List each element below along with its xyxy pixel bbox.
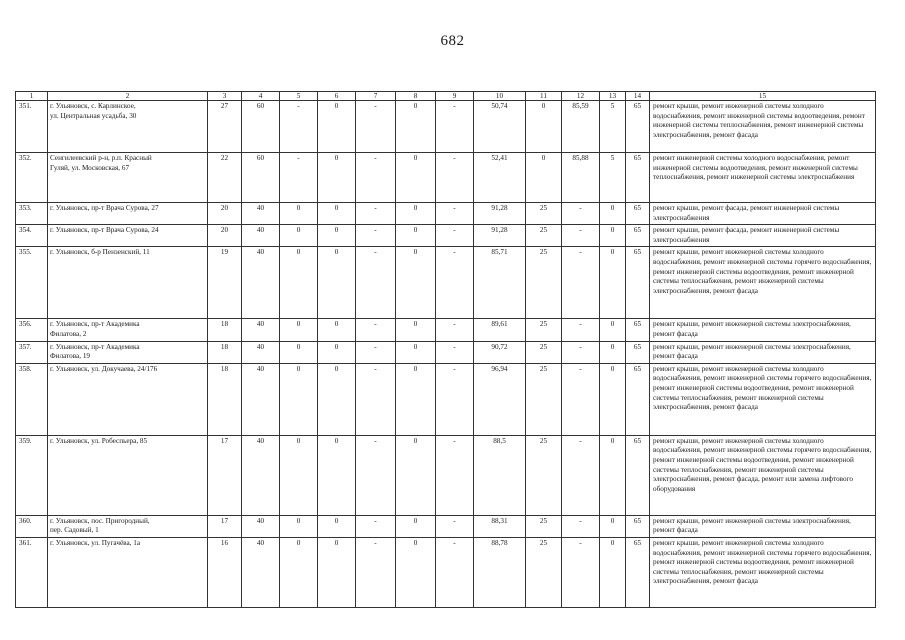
works-cell: ремонт крыши, ремонт инженерной системы холодного водоснабжения, ремонт инженерной системы водоотведения, ремонт инженерной системы теплоснабжения, ремонт инженерной системы электроснабжения, ремонт фасада	[650, 101, 876, 153]
column-header: 9	[436, 92, 474, 101]
value-cell: 40	[242, 537, 280, 607]
value-cell: 25	[526, 247, 562, 319]
value-cell: -	[356, 435, 396, 515]
value-cell: 0	[600, 363, 626, 435]
table-row	[16, 153, 876, 203]
value-cell: 85,88	[562, 153, 600, 203]
value-cell: 90,72	[474, 341, 526, 363]
table-row	[16, 203, 876, 225]
value-cell: 0	[396, 515, 436, 537]
value-cell: 65	[626, 515, 650, 537]
value-cell: 20	[208, 225, 242, 247]
value-cell: 0	[396, 101, 436, 153]
value-cell: -	[436, 341, 474, 363]
value-cell: 0	[600, 435, 626, 515]
value-cell: 91,28	[474, 203, 526, 225]
value-cell: 5	[600, 153, 626, 203]
value-cell: -	[280, 101, 318, 153]
value-cell: -	[356, 363, 396, 435]
value-cell: -	[436, 537, 474, 607]
column-header: 4	[242, 92, 280, 101]
address-cell: г. Ульяновск, пр-т Академика Филатова, 19	[48, 341, 208, 363]
row-number-cell: 352.	[16, 153, 48, 203]
value-cell: -	[356, 203, 396, 225]
address-cell: г. Ульяновск, пос. Пригородный, пер. Садовый, 1	[48, 515, 208, 537]
value-cell: 0	[318, 341, 356, 363]
value-cell: 0	[318, 363, 356, 435]
value-cell: 40	[242, 363, 280, 435]
value-cell: -	[562, 203, 600, 225]
value-cell: 22	[208, 153, 242, 203]
works-cell: ремонт крыши, ремонт инженерной системы холодного водоснабжения, ремонт инженерной системы горячего водоснабжения, ремонт инженерной системы водоотведения, ремонт инженерной системы теплоснабжения, ремонт инженерной системы электроснабжения, ремонт фасада, ремонт или замена лифтового оборудования	[650, 435, 876, 515]
row-number-cell: 360.	[16, 515, 48, 537]
value-cell: 0	[280, 203, 318, 225]
value-cell: 0	[396, 247, 436, 319]
value-cell: 0	[600, 319, 626, 341]
value-cell: 17	[208, 515, 242, 537]
address-cell: г. Ульяновск, б-р Пензенский, 11	[48, 247, 208, 319]
column-header: 6	[318, 92, 356, 101]
value-cell: 0	[318, 537, 356, 607]
value-cell: 27	[208, 101, 242, 153]
value-cell: -	[436, 153, 474, 203]
value-cell: 40	[242, 203, 280, 225]
value-cell: -	[436, 225, 474, 247]
value-cell: 0	[526, 101, 562, 153]
column-header: 5	[280, 92, 318, 101]
value-cell: 65	[626, 537, 650, 607]
value-cell: -	[436, 319, 474, 341]
value-cell: 0	[280, 341, 318, 363]
value-cell: 0	[600, 341, 626, 363]
value-cell: -	[562, 247, 600, 319]
works-cell: ремонт крыши, ремонт инженерной системы электроснабжения, ремонт фасада	[650, 341, 876, 363]
row-number-cell: 351.	[16, 101, 48, 153]
value-cell: 85,71	[474, 247, 526, 319]
value-cell: 25	[526, 203, 562, 225]
value-cell: -	[436, 247, 474, 319]
value-cell: 88,78	[474, 537, 526, 607]
column-header: 14	[626, 92, 650, 101]
value-cell: 0	[396, 319, 436, 341]
value-cell: 0	[526, 153, 562, 203]
value-cell: 85,59	[562, 101, 600, 153]
row-number-cell: 357.	[16, 341, 48, 363]
works-cell: ремонт крыши, ремонт инженерной системы электроснабжения, ремонт фасада	[650, 319, 876, 341]
table-row	[16, 537, 876, 607]
value-cell: 0	[600, 537, 626, 607]
table-row	[16, 341, 876, 363]
value-cell: -	[562, 537, 600, 607]
value-cell: -	[280, 153, 318, 203]
column-header: 7	[356, 92, 396, 101]
value-cell: -	[356, 247, 396, 319]
value-cell: 17	[208, 435, 242, 515]
row-number-cell: 359.	[16, 435, 48, 515]
column-header: 15	[650, 92, 876, 101]
value-cell: 96,94	[474, 363, 526, 435]
value-cell: 0	[318, 153, 356, 203]
value-cell: 89,61	[474, 319, 526, 341]
column-header: 10	[474, 92, 526, 101]
column-header: 3	[208, 92, 242, 101]
table-row	[16, 363, 876, 435]
column-number-row	[16, 92, 876, 101]
value-cell: 65	[626, 435, 650, 515]
works-cell: ремонт крыши, ремонт фасада, ремонт инженерной системы электроснабжения	[650, 225, 876, 247]
address-cell: Сенгилеевский р-н, р.п. Красный Гуляй, ул. Московская, 67	[48, 153, 208, 203]
value-cell: 0	[318, 203, 356, 225]
column-header: 12	[562, 92, 600, 101]
table-row	[16, 319, 876, 341]
page-number: 682	[440, 33, 465, 49]
value-cell: -	[356, 537, 396, 607]
value-cell: 18	[208, 363, 242, 435]
value-cell: 0	[396, 225, 436, 247]
value-cell: 25	[526, 225, 562, 247]
value-cell: 25	[526, 515, 562, 537]
value-cell: -	[356, 319, 396, 341]
value-cell: -	[562, 319, 600, 341]
value-cell: 0	[318, 247, 356, 319]
value-cell: 65	[626, 101, 650, 153]
address-cell: г. Ульяновск, ул. Пугачёва, 1а	[48, 537, 208, 607]
row-number-cell: 361.	[16, 537, 48, 607]
value-cell: 65	[626, 203, 650, 225]
value-cell: 0	[396, 363, 436, 435]
address-cell: г. Ульяновск, с. Карлинское, ул. Центральная усадьба, 30	[48, 101, 208, 153]
value-cell: 40	[242, 515, 280, 537]
works-cell: ремонт инженерной системы холодного водоснабжения, ремонт инженерной системы водоотведения, ремонт инженерной системы теплоснабжения, ремонт инженерной системы электроснабжения	[650, 153, 876, 203]
works-cell: ремонт крыши, ремонт инженерной системы электроснабжения, ремонт фасада	[650, 515, 876, 537]
value-cell: 20	[208, 203, 242, 225]
value-cell: -	[562, 341, 600, 363]
value-cell: 0	[280, 537, 318, 607]
value-cell: 0	[280, 247, 318, 319]
value-cell: 52,41	[474, 153, 526, 203]
value-cell: -	[356, 341, 396, 363]
table-body	[16, 101, 876, 608]
value-cell: 88,31	[474, 515, 526, 537]
value-cell: 65	[626, 319, 650, 341]
value-cell: 65	[626, 363, 650, 435]
table-header	[16, 92, 876, 101]
value-cell: 65	[626, 341, 650, 363]
value-cell: -	[356, 101, 396, 153]
value-cell: -	[356, 153, 396, 203]
value-cell: 50,74	[474, 101, 526, 153]
column-header: 1	[16, 92, 48, 101]
address-cell: г. Ульяновск, ул. Робеспьера, 85	[48, 435, 208, 515]
value-cell: 0	[280, 363, 318, 435]
value-cell: 0	[396, 153, 436, 203]
table-row	[16, 101, 876, 153]
value-cell: 0	[318, 319, 356, 341]
value-cell: 60	[242, 153, 280, 203]
value-cell: 25	[526, 319, 562, 341]
value-cell: -	[436, 203, 474, 225]
value-cell: -	[436, 435, 474, 515]
value-cell: 40	[242, 341, 280, 363]
table-row	[16, 435, 876, 515]
row-number-cell: 353.	[16, 203, 48, 225]
value-cell: 0	[280, 225, 318, 247]
value-cell: 0	[318, 101, 356, 153]
value-cell: 25	[526, 537, 562, 607]
value-cell: 16	[208, 537, 242, 607]
works-cell: ремонт крыши, ремонт инженерной системы холодного водоснабжения, ремонт инженерной системы горячего водоснабжения, ремонт инженерной системы водоотведения, ремонт инженерной системы теплоснабжения, ремонт инженерной системы электроснабжения, ремонт фасада	[650, 537, 876, 607]
value-cell: -	[356, 515, 396, 537]
works-cell: ремонт крыши, ремонт инженерной системы холодного водоснабжения, ремонт инженерной системы горячего водоснабжения, ремонт инженерной системы водоотведения, ремонт инженерной системы теплоснабжения, ремонт инженерной системы электроснабжения, ремонт фасада	[650, 363, 876, 435]
value-cell: -	[562, 435, 600, 515]
row-number-cell: 355.	[16, 247, 48, 319]
value-cell: 0	[600, 515, 626, 537]
value-cell: 0	[600, 247, 626, 319]
address-cell: г. Ульяновск, ул. Докучаева, 24/176	[48, 363, 208, 435]
column-header: 8	[396, 92, 436, 101]
value-cell: 40	[242, 225, 280, 247]
value-cell: 25	[526, 363, 562, 435]
table-row	[16, 225, 876, 247]
address-cell: г. Ульяновск, пр-т Врача Сурова, 27	[48, 203, 208, 225]
address-cell: г. Ульяновск, пр-т Врача Сурова, 24	[48, 225, 208, 247]
row-number-cell: 358.	[16, 363, 48, 435]
table-row	[16, 247, 876, 319]
value-cell: 0	[318, 515, 356, 537]
column-header: 2	[48, 92, 208, 101]
value-cell: -	[562, 225, 600, 247]
value-cell: -	[562, 515, 600, 537]
value-cell: 25	[526, 435, 562, 515]
row-number-cell: 354.	[16, 225, 48, 247]
value-cell: 25	[526, 341, 562, 363]
value-cell: 0	[396, 341, 436, 363]
value-cell: 0	[396, 203, 436, 225]
value-cell: 0	[280, 435, 318, 515]
value-cell: 0	[600, 203, 626, 225]
value-cell: 18	[208, 341, 242, 363]
housing-repair-table	[15, 91, 876, 608]
value-cell: 0	[280, 319, 318, 341]
value-cell: -	[562, 363, 600, 435]
table-row	[16, 515, 876, 537]
value-cell: 91,28	[474, 225, 526, 247]
value-cell: 60	[242, 101, 280, 153]
address-cell: г. Ульяновск, пр-т Академика Филатова, 2	[48, 319, 208, 341]
value-cell: -	[436, 515, 474, 537]
value-cell: 40	[242, 247, 280, 319]
value-cell: -	[436, 363, 474, 435]
row-number-cell: 356.	[16, 319, 48, 341]
value-cell: 65	[626, 247, 650, 319]
value-cell: 65	[626, 225, 650, 247]
column-header: 13	[600, 92, 626, 101]
value-cell: 0	[280, 515, 318, 537]
value-cell: 65	[626, 153, 650, 203]
value-cell: 18	[208, 319, 242, 341]
value-cell: 40	[242, 319, 280, 341]
value-cell: -	[436, 101, 474, 153]
value-cell: 0	[600, 225, 626, 247]
value-cell: 0	[318, 435, 356, 515]
works-cell: ремонт крыши, ремонт фасада, ремонт инженерной системы электроснабжения	[650, 203, 876, 225]
value-cell: 0	[396, 537, 436, 607]
value-cell: 88,5	[474, 435, 526, 515]
value-cell: -	[356, 225, 396, 247]
value-cell: 40	[242, 435, 280, 515]
value-cell: 5	[600, 101, 626, 153]
works-cell: ремонт крыши, ремонт инженерной системы холодного водоснабжения, ремонт инженерной системы горячего водоснабжения, ремонт инженерной системы водоотведения, ремонт инженерной системы теплоснабжения, ремонт инженерной системы электроснабжения, ремонт фасада	[650, 247, 876, 319]
value-cell: 19	[208, 247, 242, 319]
value-cell: 0	[396, 435, 436, 515]
column-header: 11	[526, 92, 562, 101]
value-cell: 0	[318, 225, 356, 247]
